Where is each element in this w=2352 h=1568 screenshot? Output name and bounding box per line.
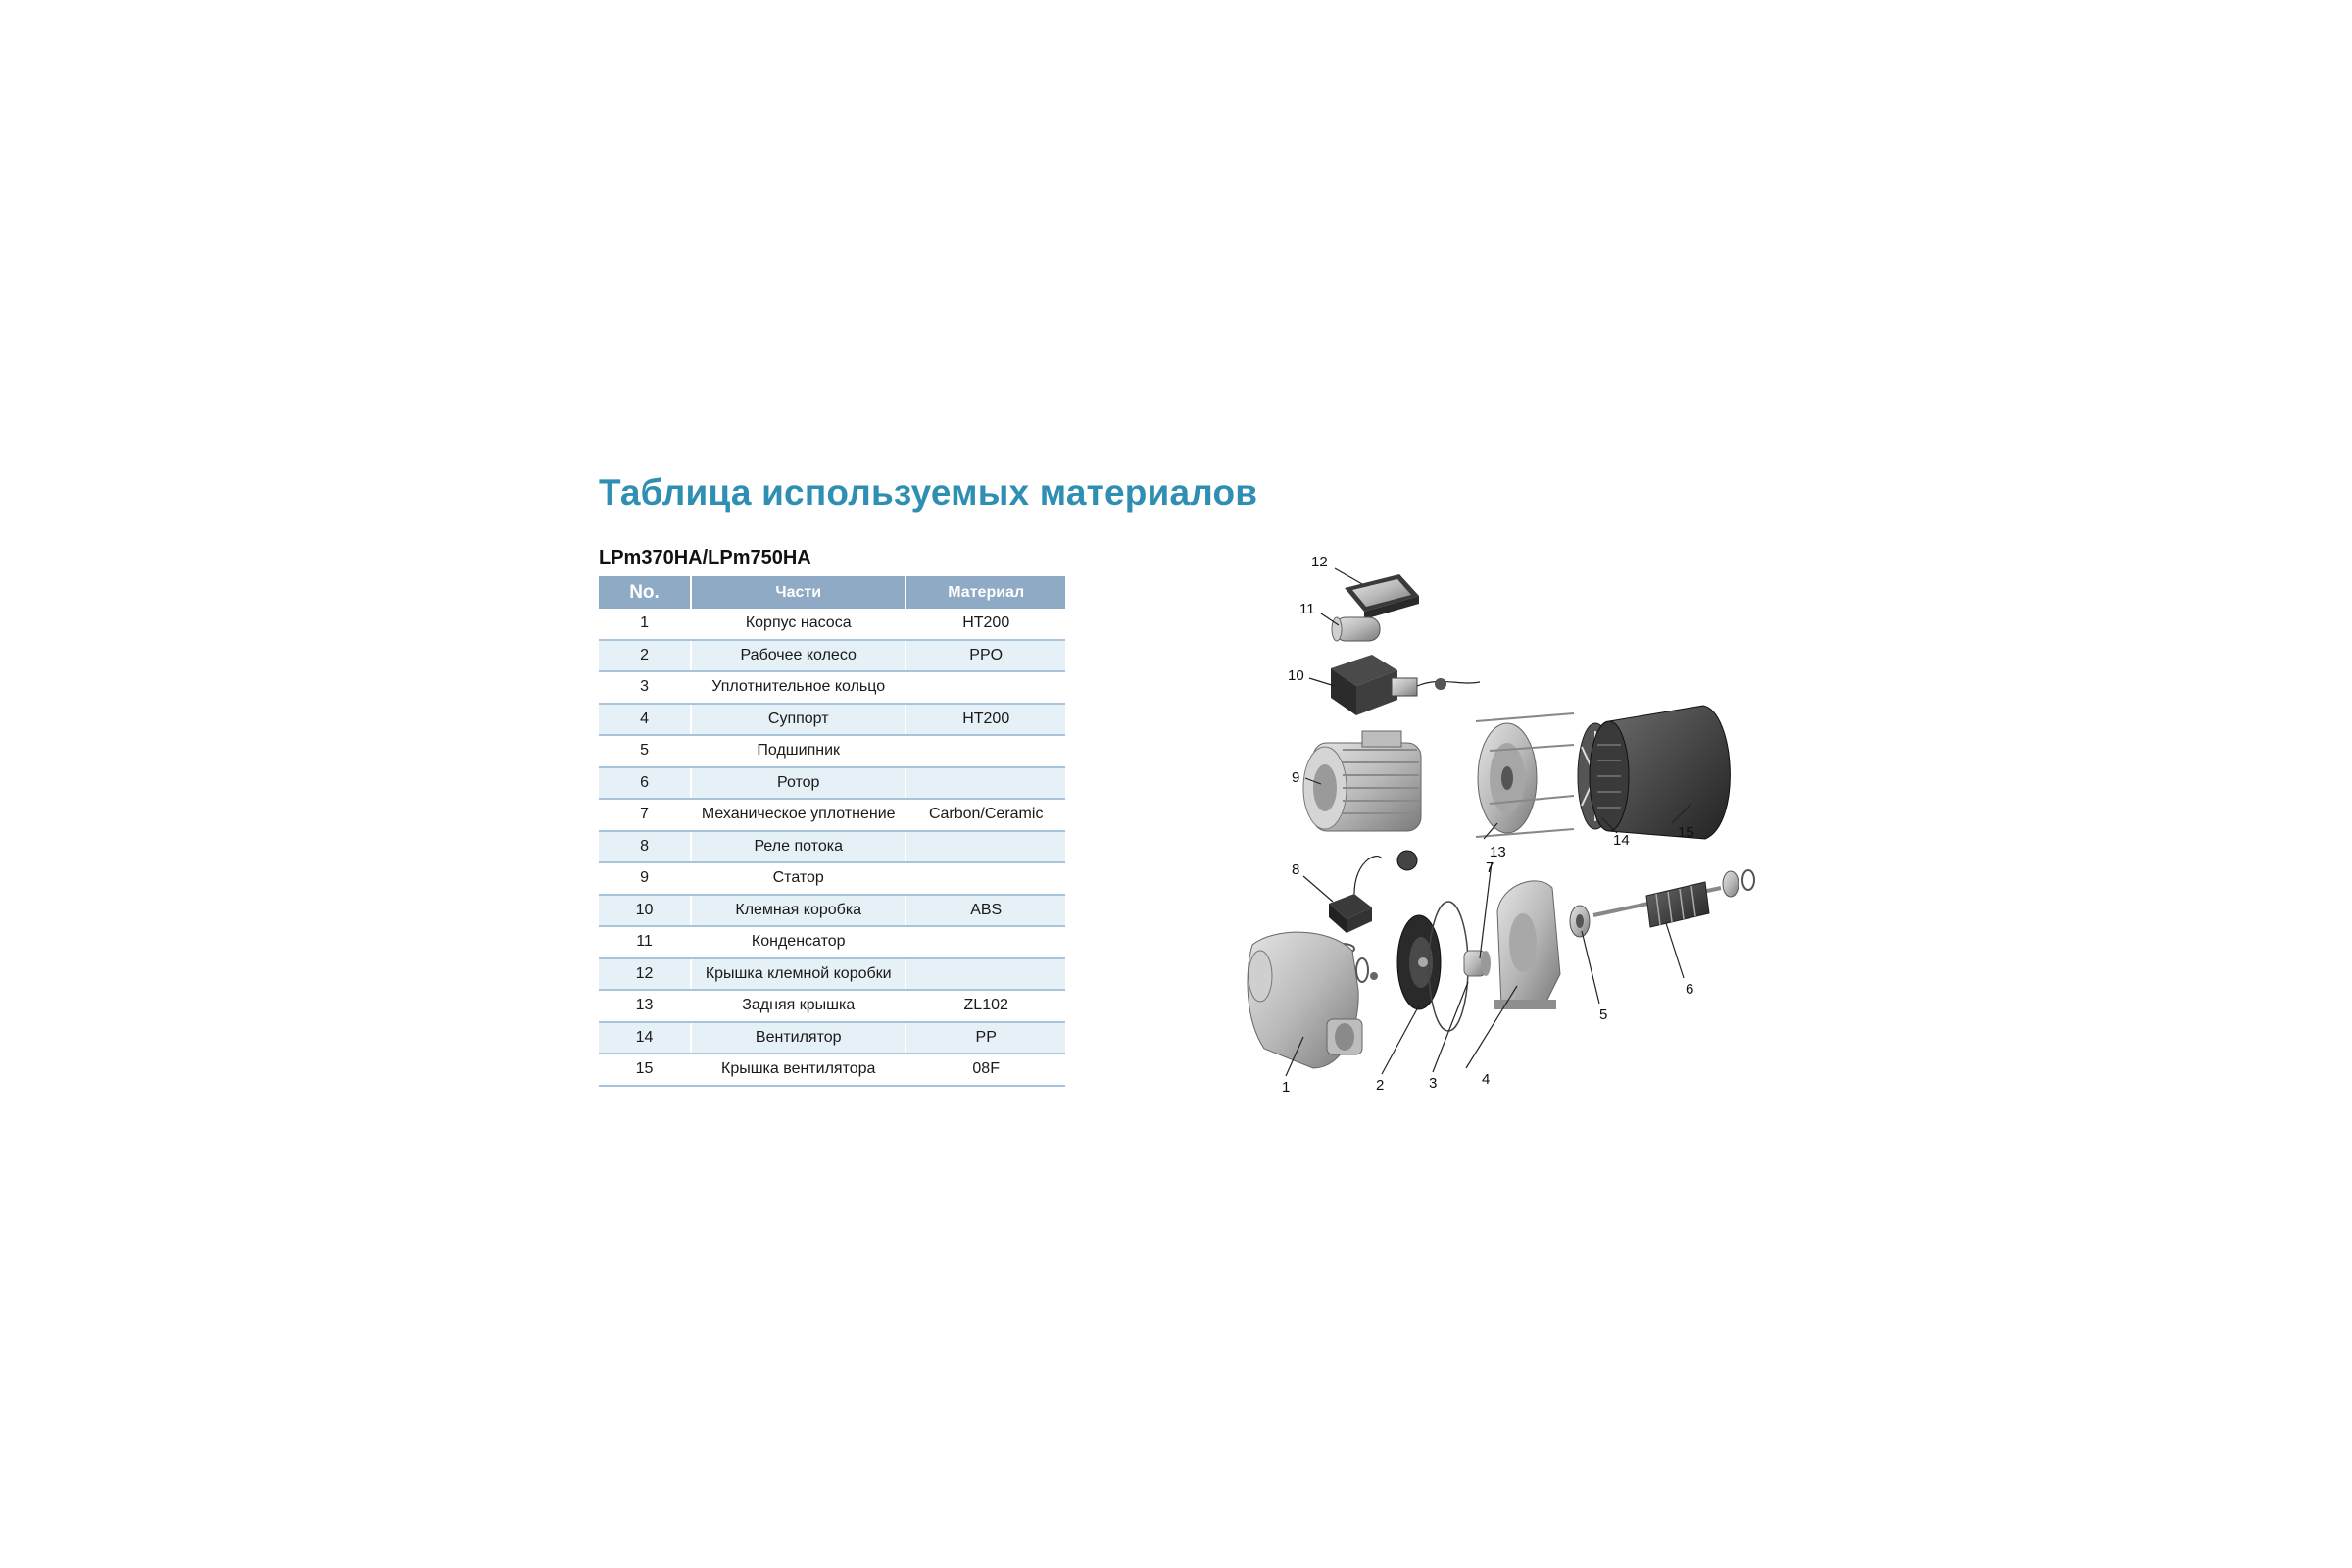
table-row	[599, 862, 1065, 895]
cell-no: 4	[599, 704, 691, 736]
stator-housing-part	[1303, 731, 1421, 831]
cell-part: Вентилятор	[691, 1022, 906, 1054]
table-row	[599, 831, 1065, 863]
callout-7: 7	[1486, 859, 1494, 876]
cell-no: 5	[599, 735, 691, 767]
cell-no: 9	[599, 862, 691, 895]
table-row	[599, 671, 1065, 704]
header-part: Части	[691, 576, 906, 609]
cell-no: 13	[599, 990, 691, 1022]
callout-6: 6	[1686, 981, 1694, 998]
rotor-part	[1593, 870, 1754, 927]
cell-material: HT200	[906, 609, 1065, 640]
cell-part: Крышка клемной коробки	[691, 958, 906, 991]
callout-8: 8	[1292, 861, 1300, 878]
cell-no: 10	[599, 895, 691, 927]
table-row	[599, 1022, 1065, 1054]
callout-1: 1	[1282, 1079, 1291, 1096]
exploded-pump-diagram	[1245, 539, 1803, 1107]
cell-no: 3	[599, 671, 691, 704]
cell-part: Уплотнительное кольцо	[691, 671, 906, 704]
table-row	[599, 640, 1065, 672]
table-row	[599, 958, 1065, 991]
materials-table	[599, 576, 1065, 1087]
cell-no: 14	[599, 1022, 691, 1054]
callout-10: 10	[1288, 667, 1304, 684]
cell-no: 7	[599, 799, 691, 831]
rear-cover-part	[1478, 723, 1537, 833]
cell-material	[906, 958, 1065, 991]
cell-no: 15	[599, 1054, 691, 1086]
fan-cover-part	[1590, 706, 1730, 839]
table-row	[599, 609, 1065, 640]
cell-part: Рабочее колесо	[691, 640, 906, 672]
cell-part: Задняя крышка	[691, 990, 906, 1022]
cell-no: 1	[599, 609, 691, 640]
cell-no: 2	[599, 640, 691, 672]
table-header-row	[599, 576, 1065, 609]
table-row	[599, 926, 1065, 958]
cell-part: Механическое уплотнение	[691, 799, 906, 831]
cell-material: PPO	[906, 640, 1065, 672]
impeller-part	[1397, 915, 1441, 1009]
cell-part: Конденсатор	[691, 926, 906, 958]
cell-material: HT200	[906, 704, 1065, 736]
capacitor-part	[1332, 617, 1380, 641]
callout-15: 15	[1678, 824, 1694, 841]
callout-14: 14	[1613, 832, 1630, 849]
table-row	[599, 767, 1065, 800]
callout-9: 9	[1292, 769, 1300, 786]
callout-5: 5	[1599, 1006, 1608, 1023]
cell-no: 6	[599, 767, 691, 800]
table-row	[599, 895, 1065, 927]
small-ring-parts	[1356, 958, 1378, 982]
model-title: LPm370HA/LPm750HA	[599, 547, 811, 568]
cell-part: Корпус насоса	[691, 609, 906, 640]
mechanical-seal-part	[1464, 951, 1491, 976]
cell-material: ZL102	[906, 990, 1065, 1022]
cell-no: 12	[599, 958, 691, 991]
cell-material	[906, 671, 1065, 704]
cell-material: PP	[906, 1022, 1065, 1054]
cell-part: Статор	[691, 862, 906, 895]
callout-2: 2	[1376, 1077, 1385, 1094]
cell-part: Крышка вентилятора	[691, 1054, 906, 1086]
terminal-box-part	[1331, 655, 1480, 715]
cell-material: 08F	[906, 1054, 1065, 1086]
support-bracket-part	[1494, 881, 1560, 1009]
callout-12: 12	[1311, 554, 1328, 570]
cell-material: Carbon/Ceramic	[906, 799, 1065, 831]
cell-material	[906, 831, 1065, 863]
table-row	[599, 990, 1065, 1022]
callout-3: 3	[1429, 1075, 1438, 1092]
cell-part: Подшипник	[691, 735, 906, 767]
bearing-part	[1570, 906, 1590, 937]
cell-material	[906, 862, 1065, 895]
callout-11: 11	[1299, 601, 1315, 617]
cell-material	[906, 735, 1065, 767]
cell-material	[906, 767, 1065, 800]
table-row	[599, 735, 1065, 767]
cell-material	[906, 926, 1065, 958]
cell-material: ABS	[906, 895, 1065, 927]
table-row	[599, 704, 1065, 736]
pump-body-part	[1248, 932, 1362, 1068]
cell-part: Реле потока	[691, 831, 906, 863]
header-no: No.	[599, 576, 691, 609]
table-row	[599, 1054, 1065, 1086]
cell-part: Ротор	[691, 767, 906, 800]
callout-13: 13	[1490, 844, 1506, 860]
header-material: Материал	[906, 576, 1065, 609]
table-row	[599, 799, 1065, 831]
cell-part: Суппорт	[691, 704, 906, 736]
cell-no: 11	[599, 926, 691, 958]
cell-no: 8	[599, 831, 691, 863]
page-title: Таблица используемых материалов	[599, 472, 1258, 513]
cell-part: Клемная коробка	[691, 895, 906, 927]
callout-4: 4	[1482, 1071, 1491, 1088]
